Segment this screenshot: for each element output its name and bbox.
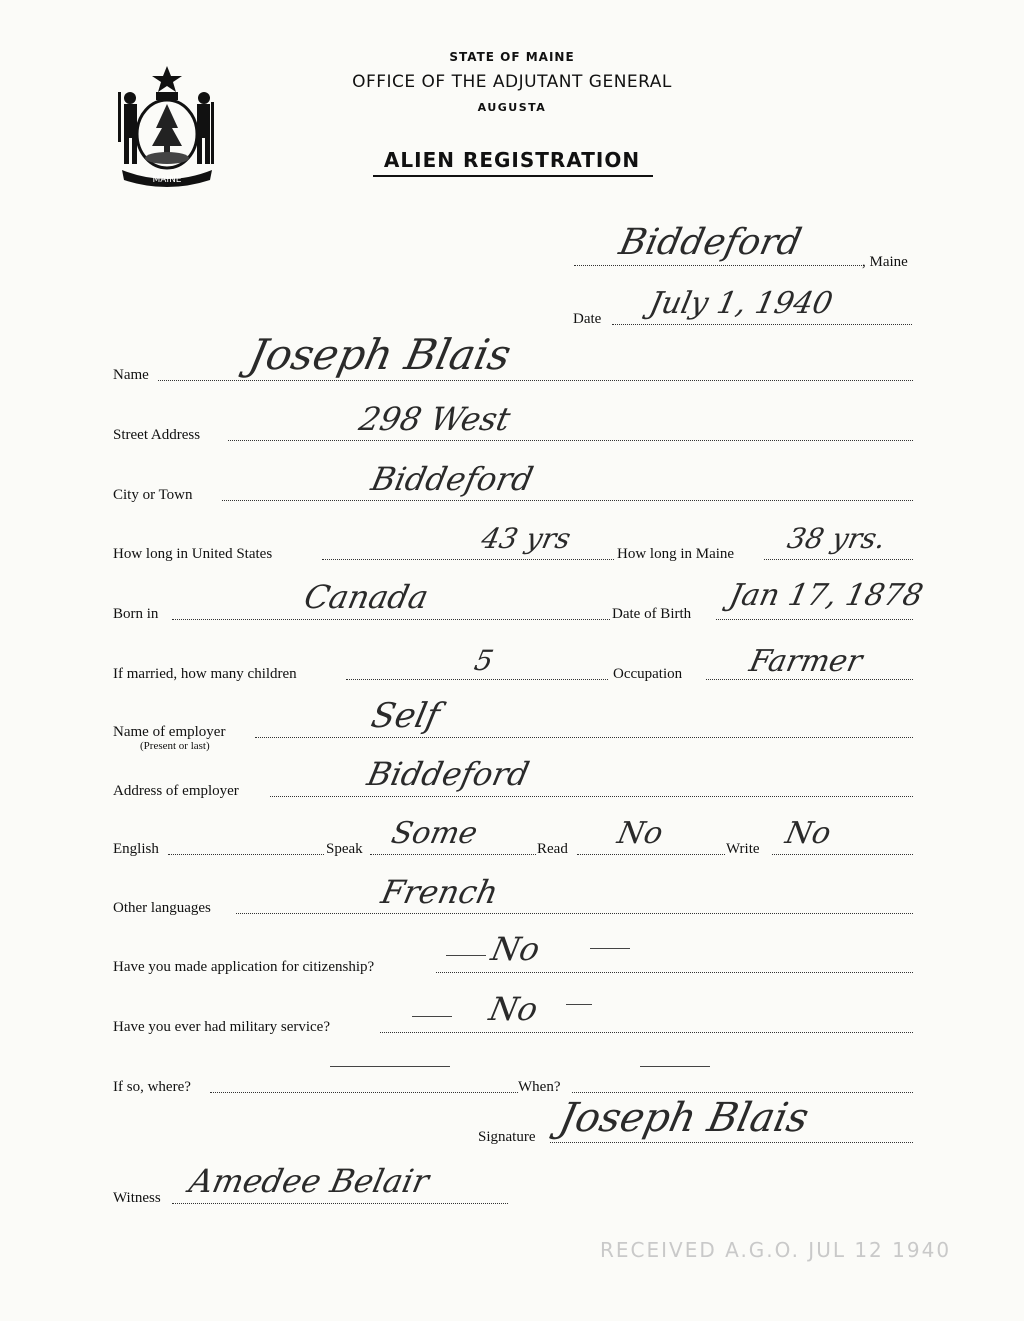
write-line [772, 854, 913, 855]
street-label: Street Address [113, 427, 201, 443]
military-entry: No [485, 990, 542, 1028]
military-dash-below [330, 1066, 450, 1067]
write-label: Write [726, 841, 760, 857]
children-label: If married, how many children [113, 666, 297, 682]
employer-address-entry: Biddeford [363, 755, 533, 793]
received-stamp: RECEIVED A.G.O. JUL 12 1940 [600, 1238, 952, 1262]
in-us-label: How long in United States [113, 546, 273, 562]
in-us-line [322, 559, 614, 560]
military-dash-left [412, 1016, 452, 1017]
citizenship-dash-left [446, 955, 486, 956]
employer-address-label: Address of employer [113, 783, 239, 799]
employer-note: (Present or last) [140, 740, 210, 752]
street-entry: 298 West [355, 400, 514, 438]
name-entry: Joseph Blais [244, 330, 516, 379]
street-line [228, 440, 913, 441]
where-line [210, 1092, 518, 1093]
employer-line [255, 737, 913, 738]
state-heading: STATE OF MAINE [449, 50, 575, 64]
employer-label: Name of employer [113, 724, 226, 740]
military-dash-right [566, 1004, 592, 1005]
english-label: English [113, 841, 159, 857]
in-maine-label: How long in Maine [617, 546, 735, 562]
children-entry: 5 [471, 644, 497, 677]
dob-entry: Jan 17, 1878 [726, 578, 927, 613]
date-line [612, 324, 912, 325]
svg-text:MAINE: MAINE [152, 175, 182, 185]
employer-address-line [270, 796, 913, 797]
city-line [222, 500, 913, 501]
born-entry: Canada [300, 578, 432, 616]
citizenship-label: Have you made application for citizenship? [113, 959, 375, 975]
dob-line [716, 619, 913, 620]
signature-line [550, 1142, 913, 1143]
office-heading: OFFICE OF THE ADJUTANT GENERAL [352, 72, 672, 92]
when-dash [640, 1066, 710, 1067]
read-label: Read [537, 841, 568, 857]
when-label: When? [518, 1079, 561, 1095]
write-entry: No [782, 816, 835, 851]
other-lang-label: Other languages [113, 900, 211, 916]
place-suffix: , Maine [862, 254, 908, 270]
speak-entry: Some [388, 816, 481, 851]
signature-label: Signature [478, 1129, 536, 1145]
title-underline [373, 175, 653, 177]
citizenship-entry: No [487, 930, 544, 968]
citizenship-dash-right [590, 948, 630, 949]
place-entry: Biddeford [615, 222, 805, 263]
other-lang-line [236, 913, 913, 914]
dob-label: Date of Birth [612, 606, 692, 622]
witness-line [172, 1203, 508, 1204]
speak-label: Speak [326, 841, 363, 857]
witness-entry: Amedee Belair [185, 1162, 433, 1200]
occupation-entry: Farmer [746, 644, 866, 679]
form-title: ALIEN REGISTRATION [383, 148, 641, 172]
children-line [346, 679, 608, 680]
date-entry: July 1, 1940 [646, 286, 836, 321]
employer-entry: Self [367, 696, 444, 736]
military-label: Have you ever had military service? [113, 1019, 330, 1035]
occupation-line [706, 679, 913, 680]
in-maine-line [764, 559, 913, 560]
in-us-entry: 43 yrs [478, 522, 574, 555]
witness-label: Witness [113, 1190, 161, 1206]
citizenship-line [436, 972, 913, 973]
date-label: Date [573, 311, 602, 327]
city-entry: Biddeford [367, 460, 537, 498]
city-label: City or Town [113, 487, 193, 503]
signature-entry: Joseph Blais [555, 1095, 813, 1141]
born-label: Born in [113, 606, 159, 622]
speak-line [370, 854, 536, 855]
read-line [577, 854, 725, 855]
read-entry: No [614, 816, 667, 851]
other-lang-entry: French [377, 873, 502, 911]
in-maine-entry: 38 yrs. [784, 522, 889, 555]
military-line [380, 1032, 913, 1033]
english-line [168, 854, 324, 855]
when-line [572, 1092, 913, 1093]
occupation-label: Occupation [613, 666, 683, 682]
where-label: If so, where? [113, 1079, 191, 1095]
city-heading: AUGUSTA [477, 101, 547, 114]
born-line [172, 619, 610, 620]
name-label: Name [113, 367, 149, 383]
place-line [574, 265, 864, 266]
name-line [158, 380, 913, 381]
